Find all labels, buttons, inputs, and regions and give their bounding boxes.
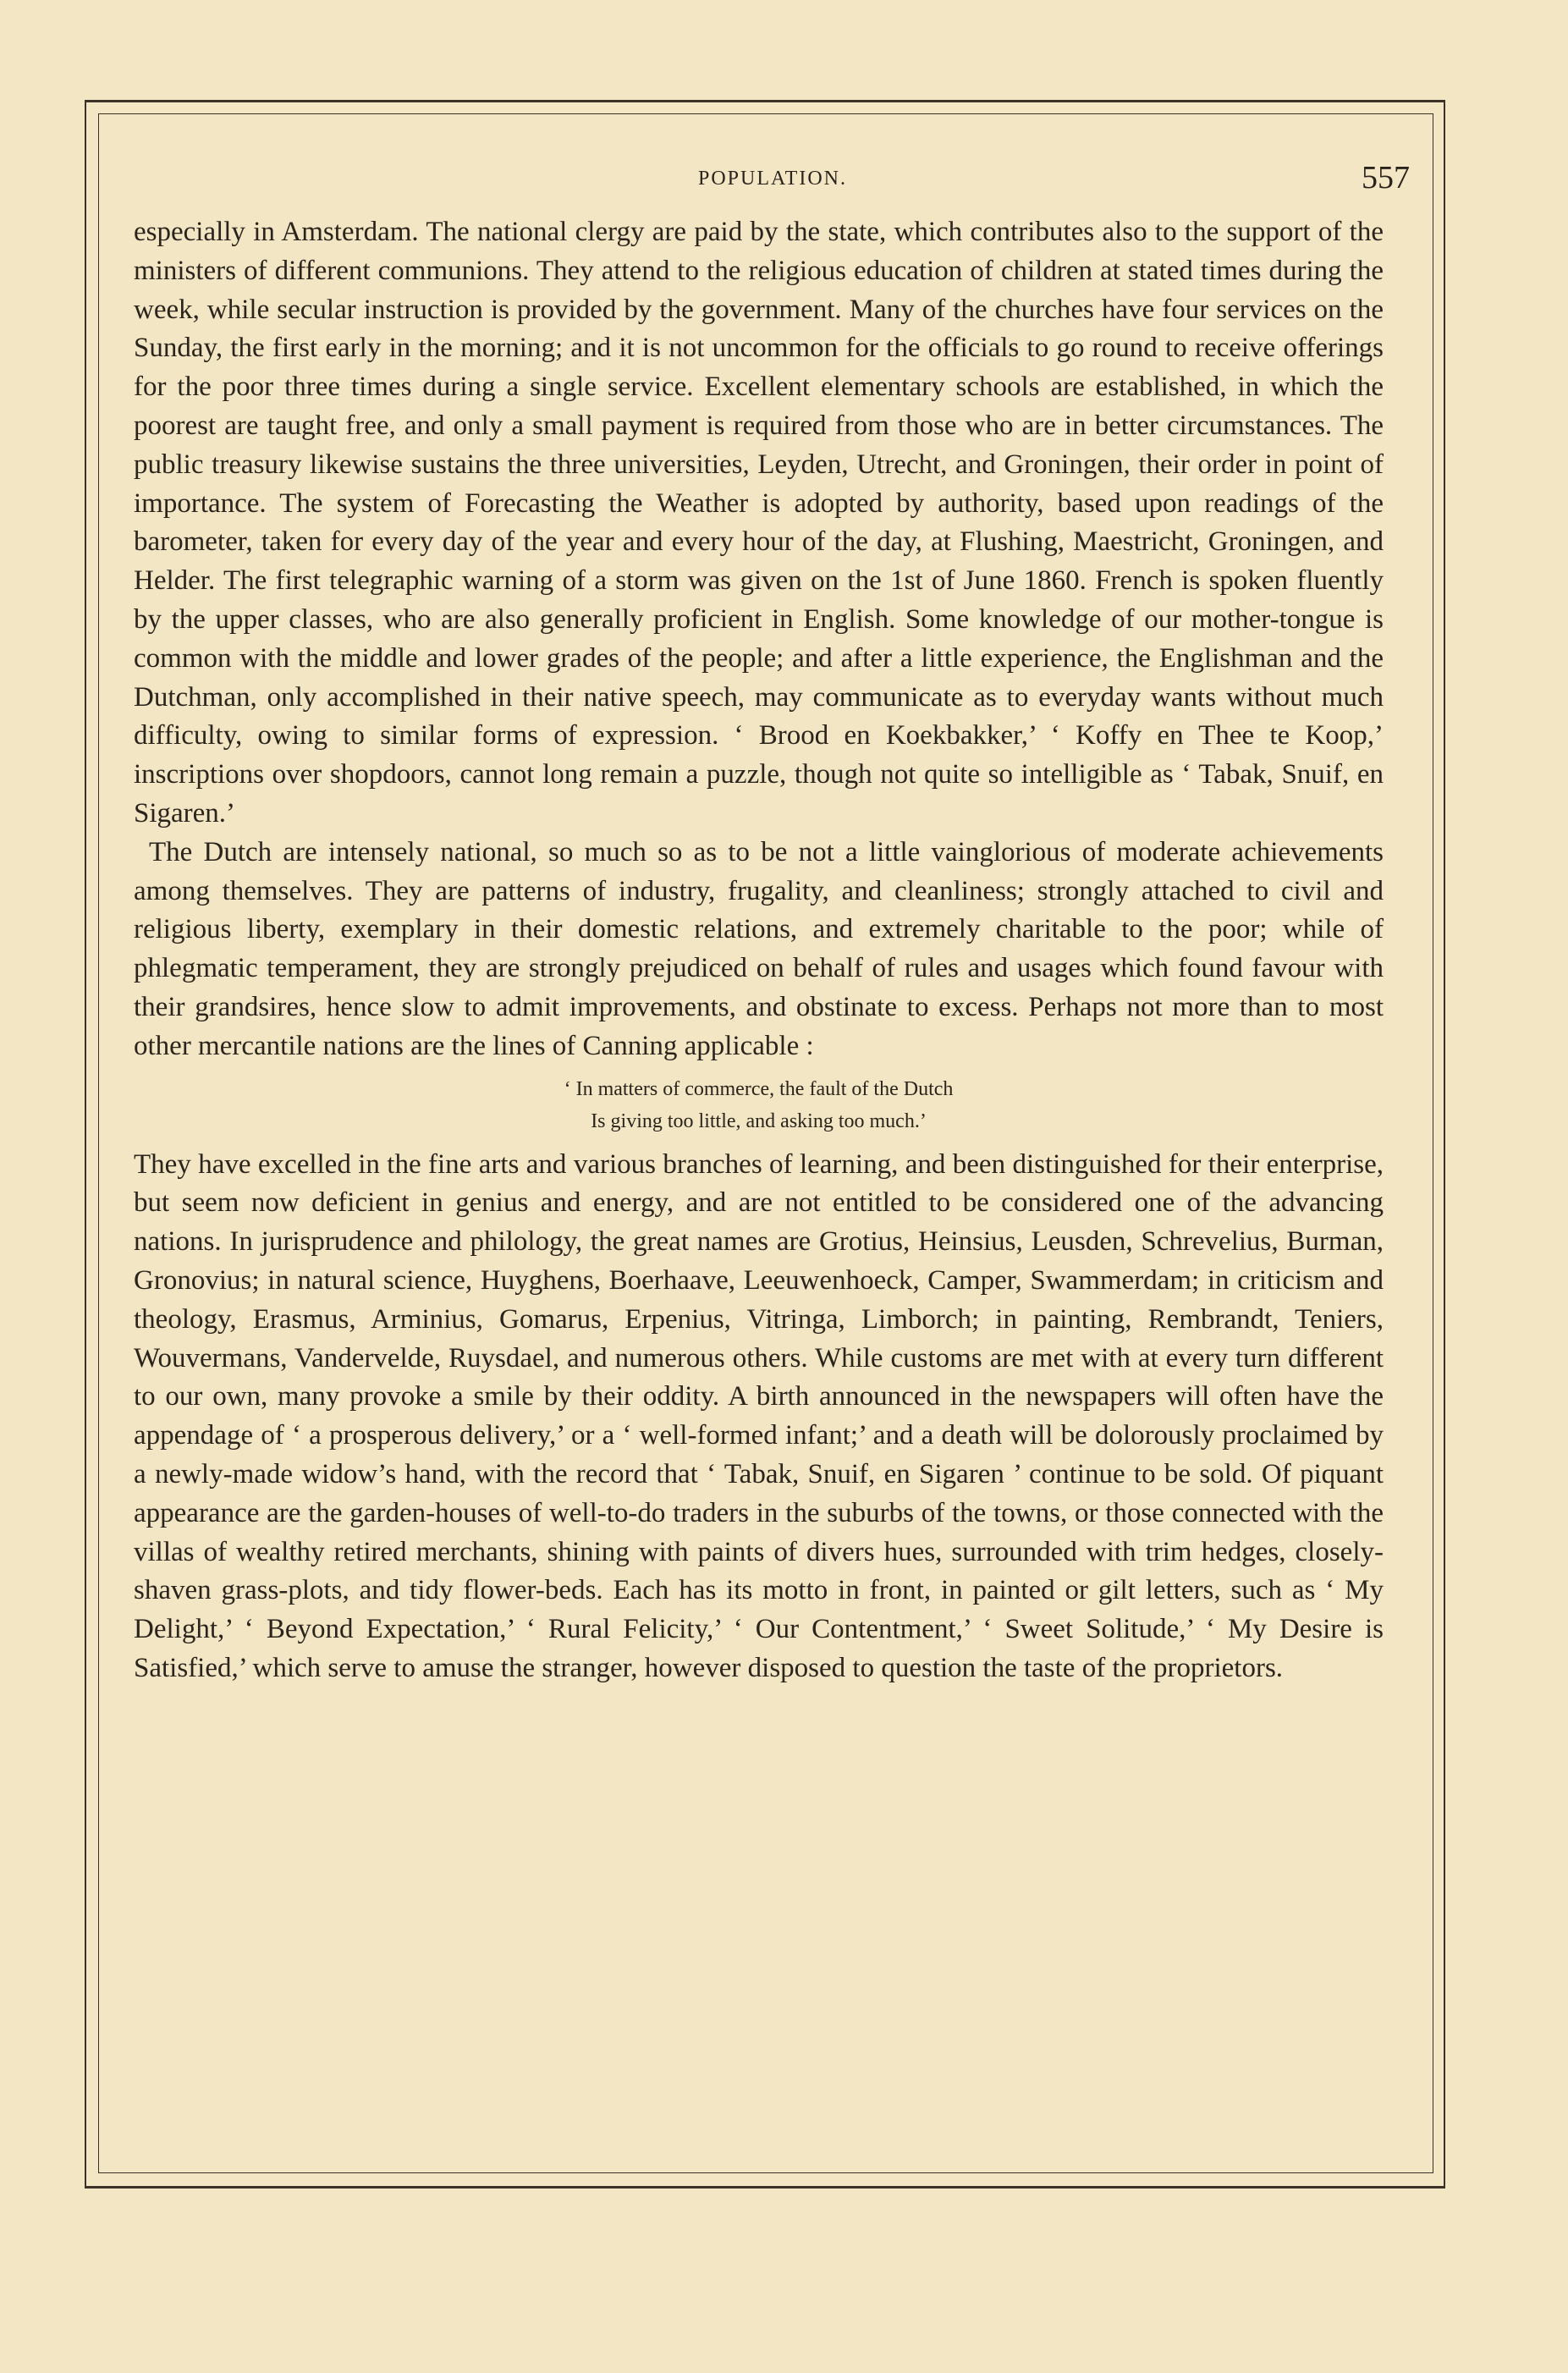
verse-quotation	[134, 1073, 1384, 1137]
quote-line-2: Is giving too little, and asking too much.’	[591, 1109, 927, 1132]
page-number: 557	[1362, 160, 1410, 195]
running-head: POPULATION.	[697, 168, 847, 190]
paragraph-2: The Dutch are intensely national, so much so as to be not a little vainglorious of moderate achievements among themselves. They are patterns of industry, frugality, and cleanliness; strongly attached to civil and religious liberty, exemplary in their domestic relations, and extremely charitable to the poor; while of phlegmatic temperament, they are strongly prejudiced on behalf of rules and usages which found favour with their grandsires, hence slow to admit improvements, and obstinate to excess. Perhaps not more than to most other mercantile nations are the lines of Canning applicable :	[134, 836, 1384, 1061]
quote-line-1: ‘ In matters of commerce, the fault of the Dutch	[564, 1077, 954, 1100]
page-header	[135, 159, 1410, 200]
paragraph-1: especially in Amsterdam. The national clergy are paid by the state, which contributes also to the support of the ministers of different communions. They attend to the religious education of children at stated times during the week, while secular instruction is provided by the government. Many of the churches have four services on the Sunday, the first early in the morning; and it is not uncommon for the officials to go round to receive offerings for the poor three times during a single service. Excellent elementary schools are established, in which the poorest are taught free, and only a small payment is required from those who are in better circumstances. The public treasury likewise sustains the three universities, Leyden, Utrecht, and Groningen, their order in point of importance. The system of Forecasting the Weather is adopted by authority, based upon readings of the barometer, taken for every day of the year and every hour of the day, at Flushing, Maestricht, Groningen, and Helder. The first telegraphic warning of a storm was given on the 1st of June 1860. French is spoken fluently by the upper classes, who are also generally proficient in English. Some knowledge of our mother-tongue is common with the middle and lower grades of the people; and after a little experience, the Englishman and the Dutchman, only accomplished in their native speech, may communicate as to everyday wants without much difficulty, owing to similar forms of expression. ‘ Brood en Koekbakker,’ ‘ Koffy en Thee te Koop,’ inscriptions over shopdoors, cannot long remain a puzzle, though not quite so intelligible as ‘ Tabak, Snuif, en Sigaren.’	[134, 217, 1384, 829]
body-text	[134, 213, 1384, 1688]
paragraph-3: They have excelled in the fine arts and various branches of learning, and been distinguished for their enterprise, but seem now deficient in genius and energy, and are not entitled to be considered one of the advancing nations. In jurisprudence and philology, the great names are Grotius, Heinsius, Leusden, Schrevelius, Burman, Gronovius; in natural science, Huyghens, Boerhaave, Leeuwenhoeck, Camper, Swammerdam; in criticism and theology, Erasmus, Arminius, Gomarus, Erpenius, Vitringa, Limborch; in painting, Rembrandt, Teniers, Wouvermans, Vandervelde, Ruysdael, and numerous others. While customs are met with at every turn different to our own, many provoke a smile by their oddity. A birth announced in the newspapers will often have the appendage of ‘ a prosperous delivery,’ or a ‘ well-formed infant;’ and a death will be dolorously proclaimed by a newly-made widow’s hand, with the record that ‘ Tabak, Snuif, en Sigaren ’ continue to be sold. Of piquant appearance are the garden-houses of well-to-do traders in the suburbs of the towns, or those connected with the villas of wealthy retired merchants, shining with paints of divers hues, surrounded with trim hedges, closely-shaven grass-plots, and tidy flower-beds. Each has its motto in front, in painted or gilt letters, such as ‘ My Delight,’ ‘ Beyond Expectation,’ ‘ Rural Felicity,’ ‘ Our Contentment,’ ‘ Sweet Solitude,’ ‘ My Desire is Satisfied,’ which serve to amuse the stranger, however disposed to question the taste of the proprietors.	[134, 1148, 1384, 1683]
